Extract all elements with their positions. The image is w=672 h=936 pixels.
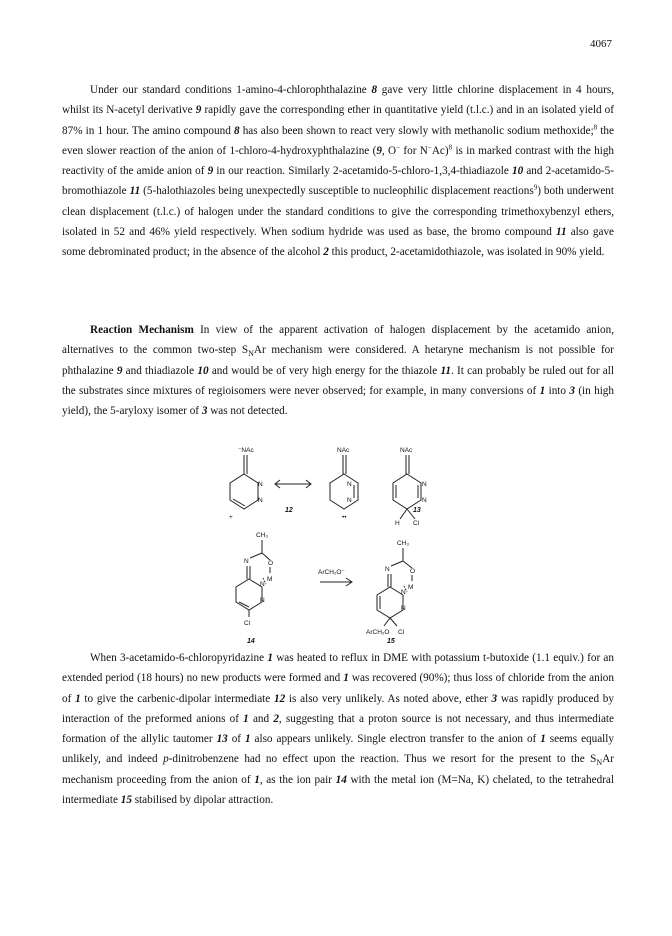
bond	[391, 561, 403, 566]
n-label: N	[385, 566, 390, 573]
text: and thiadiazole	[122, 364, 198, 377]
text: was not detected.	[207, 405, 288, 418]
text: Under our standard conditions 1-amino-4-chlorophthalazine	[90, 84, 372, 96]
text: When 3-acetamido-6-chloropyridazine	[90, 652, 268, 664]
compound-ref: 1	[343, 672, 349, 685]
compound-ref: 9	[376, 144, 382, 157]
compound-ref: 11	[555, 226, 567, 239]
n-label: N	[244, 558, 249, 565]
compound-ref: 9	[116, 364, 123, 377]
text: of	[227, 733, 245, 746]
page-number: 4067	[590, 38, 612, 50]
n-label: N	[258, 481, 263, 488]
compound-label-12: 12	[285, 507, 293, 514]
nac-label: NAc	[400, 447, 413, 454]
o-label: O	[410, 568, 416, 575]
cl-label: Cl	[244, 620, 251, 627]
compound-ref: 2	[323, 246, 329, 259]
m-label: M	[408, 584, 414, 591]
text: and would be of very high energy for the thiazole	[208, 364, 441, 377]
text: and 2-acetamido-5-bromothiazole	[62, 165, 614, 198]
text: is also very unlikely. As noted above, ether	[285, 692, 492, 705]
text: was recovered (90%); thus loss of chloride from the anion of	[62, 672, 614, 705]
n-label: N	[422, 481, 427, 488]
nac-minus-label: ⁻NAc	[238, 447, 254, 454]
text: ) both underwent clean displacement (t.l.c.) of halogen under the standard conditions to give the corresponding trimethoxybenzyl ethers, isolated in 52 and 46% yield respectively. When sodium hydride was used as base, the bromo compound	[62, 185, 614, 239]
compound-ref: 10	[197, 364, 209, 377]
compound-ref: 1	[244, 733, 251, 746]
compound-ref: 1	[267, 652, 273, 664]
text: (5-halothiazoles being unexpectedly susceptible to nucleophilic displacement reactions	[140, 185, 534, 198]
compound-ref: 12	[273, 692, 286, 705]
text: , O	[381, 144, 397, 157]
text: is in marked contrast with the high reactivity of the amide anion of	[62, 144, 615, 178]
carbene-dots: ••	[342, 514, 347, 521]
citation: 8	[593, 122, 598, 131]
text: in our reaction. Similarly 2-acetamido-5-chloro-1,3,4-thiadiazole	[213, 165, 512, 178]
cl-label: Cl	[398, 629, 405, 636]
text: also gave some debrominated product; in the absence of the alcohol	[62, 226, 614, 259]
compound-label-13: 13	[413, 507, 421, 514]
compound-ref: 1	[540, 733, 546, 746]
compound-ref: 11	[129, 185, 141, 198]
n-label: N	[401, 605, 406, 612]
compound-label-15: 15	[387, 638, 395, 645]
n-label: N	[258, 497, 263, 504]
text: and	[248, 712, 274, 725]
text: Ar mechanism were considered. A hetaryne mechanism is not possible for phthalazine	[62, 344, 614, 377]
ring	[377, 587, 403, 618]
section-heading: Reaction Mechanism	[90, 324, 194, 336]
text: this product, 2-acetamidothiazole, was isolated in 90% yield.	[328, 246, 605, 259]
compound-ref: 14	[335, 773, 347, 786]
reagent-label: ArCH₂O⁻	[318, 569, 345, 576]
text: for N	[400, 144, 428, 157]
compound-ref: 8	[233, 124, 240, 137]
n-label: N	[401, 589, 406, 596]
bond	[384, 618, 390, 626]
compound-ref: 3	[491, 692, 498, 705]
h-label: H	[395, 520, 400, 527]
compound-ref: 9	[195, 104, 202, 117]
ring	[393, 474, 421, 509]
compound-label-14: 14	[247, 638, 255, 645]
compound-ref: 3	[201, 405, 208, 418]
text: into	[545, 384, 570, 397]
bond	[262, 553, 270, 560]
bond	[250, 553, 262, 558]
text: rapidly gave the corresponding ether in quantitative yield (t.l.c.) and in an isolated yield of 87% in 1 hour. The amino compound	[62, 104, 614, 137]
compound-ref: 10	[512, 165, 524, 178]
ch3-label: CH₃	[397, 540, 410, 547]
bond	[400, 509, 407, 519]
text: seems equally unlikely, and indeed	[62, 733, 614, 766]
arch2o-label: ArCH₂O	[366, 629, 390, 636]
text: Ac)	[431, 144, 449, 157]
n-label: N	[260, 597, 265, 604]
citation: 9	[533, 183, 538, 192]
italic-text: p	[163, 753, 169, 766]
charge: −	[427, 143, 432, 152]
compound-ref: 13	[216, 733, 228, 746]
charge: −	[396, 143, 401, 152]
m-label: M	[267, 576, 273, 583]
subscript: N	[596, 758, 603, 768]
n-label: N	[260, 581, 265, 588]
text: also appears unlikely. Single electron transfer to the anion of	[250, 733, 541, 746]
text: In view of the apparent activation of halogen displacement by the acetamido anion, alternatives to the common two-step S	[62, 324, 614, 357]
compound-ref: 3	[569, 384, 575, 397]
text: stabilised by dipolar attraction.	[131, 794, 274, 807]
compound-ref: 1	[243, 712, 249, 725]
subscript: N	[248, 349, 254, 359]
compound-ref: 8	[371, 84, 378, 96]
text: Ar mechanism proceeding from the anion of	[62, 753, 614, 786]
text: , suggesting that a proton source is not necessary, and thus intermediate formation of the allylic tautomer	[62, 712, 614, 746]
text: -dinitrobenzene had no effect upon the reaction. Thus we resort for the present to the S	[168, 753, 597, 766]
ring	[230, 474, 258, 509]
n-label: N	[347, 497, 352, 504]
text: gave very little chlorine displacement in 4 hours, whilst its N-acetyl derivative	[62, 84, 615, 117]
text: to give the carbenic-dipolar intermediate	[80, 692, 274, 705]
nac-label: NAc	[337, 447, 350, 454]
compound-ref: 9	[207, 165, 214, 178]
compound-ref: 1	[75, 692, 81, 705]
ring	[236, 579, 262, 610]
compound-ref: 1	[254, 773, 260, 786]
text: (in high yield), the 5-aryloxy isomer of	[62, 384, 614, 418]
compound-ref: 11	[440, 364, 452, 377]
ch3-label: CH₃	[256, 532, 269, 539]
compound-ref: 15	[120, 794, 132, 807]
text: with the metal ion (M=Na, K) chelated, to the tetrahedral intermediate	[62, 773, 614, 807]
cl-label: Cl	[413, 520, 420, 527]
text: . It can probably be ruled out for all the substrates since mixtures of regioisomers were never observed; for example, in many conversions of	[62, 364, 614, 397]
n-label: N	[422, 497, 427, 504]
text: has also been shown to react very slowly with methanolic sodium methoxide;	[239, 124, 594, 137]
bond	[390, 618, 397, 626]
bond	[403, 561, 412, 568]
text: the even slower reaction of the anion of 1-chloro-4-hydroxyphthalazine (	[62, 124, 614, 157]
text: was rapidly produced by interaction of the preformed anions of	[62, 692, 614, 725]
o-label: O	[268, 560, 274, 567]
text: , as the ion pair	[259, 773, 336, 786]
text: was heated to reflux in DME with potassium t-butoxide (1.1 equiv.) for an extended period (18 hours) no new products were formed and	[62, 652, 614, 685]
paragraph-3	[62, 648, 614, 810]
compound-ref: 2	[273, 712, 279, 725]
citation: 8	[448, 143, 453, 152]
n-label: N	[347, 481, 352, 488]
plus-label: +	[229, 514, 233, 521]
compound-ref: 1	[539, 384, 546, 397]
